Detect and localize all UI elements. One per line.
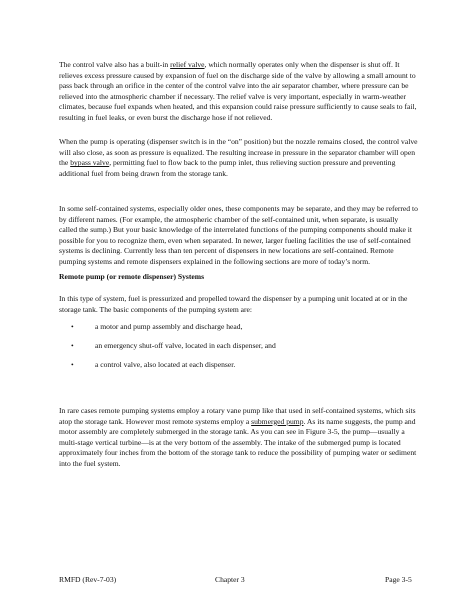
footer-revision: RMFD (Rev-7-03) [59, 575, 117, 584]
paragraph-text: . As its name suggests, the pump and motor assembly are completely submerged in the storage tank. As you can see in Figure 3-5, the pump—usually a multi-stage vertical turbine—is at the very bottom of the assembly. The intake of the submerged pump is located approximately four inches from the bottom of the storage tank to reduce the possibility of pumping water or sediment into the fuel system. [59, 416, 417, 468]
list-item [59, 341, 418, 352]
term-relief-valve: relief valve [170, 60, 205, 69]
bullet-glyph: • [71, 360, 74, 370]
term-submerged-pump: submerged pump [251, 416, 304, 426]
list-item [59, 322, 418, 333]
paragraph-text: The control valve also has a built-in [59, 60, 171, 69]
list-item-text: a control valve, also located at each dispenser. [95, 360, 236, 370]
paragraph-bypass-valve [59, 137, 418, 179]
list-item-text: a motor and pump assembly and discharge head, [95, 322, 243, 331]
paragraph-text: , permitting fuel to flow back to the pump inlet, thus relieving suction pressure and preventing additional fuel from being drawn from the storage tank. [59, 158, 396, 178]
footer-chapter: Chapter 3 [215, 575, 245, 584]
paragraph-text: , which normally operates only when the dispenser is shut off. It relieves excess pressure caused by expansion of fuel on the discharge side of the valve by allowing a small amount to pass back through an orifice in the center of the control valve into the air separator chamber, where pressure can be relieved into the atmospheric chamber if necessary. The relief valve is very important, especially in warm-weather climates, because fuel expands when heated, and this expansion could raise pressure sufficiently to cause seals to fail, resulting in fuel leaks, or even burst the discharge hose if not relieved. [59, 60, 417, 122]
list-item-text: an emergency shut-off valve, located in each dispenser, and [95, 341, 276, 351]
paragraph-remote-intro: In this type of system, fuel is pressurized and propelled toward the dispenser by a pumping unit located at or in the storage tank. The basic components of the pumping system are: [59, 294, 408, 314]
section-heading: Remote pump (or remote dispenser) Systems [59, 272, 205, 281]
paragraph-submerged-pump [59, 406, 418, 470]
footer-page-number: Page 3-5 [385, 575, 412, 584]
paragraph-self-contained: In some self-contained systems, especially older ones, these components may be separate, and they may be referred to by different names. (For example, the atmospheric chamber of the self-contained unit, when separate, is usually called the sump.) But your basic knowledge of the interrelated functions of the pumping components should make it possible for you to recognize them, even when separated. In newer, larger fueling facilities the use of self-contained systems is declining. Currently less than ten percent of dispensers in new locations are self-contained. Remote pumping systems and remote dispensers explained in the following sections are more of today’s norm. [59, 204, 418, 266]
paragraph-text: In rare cases remote pumping systems employ a rotary vane pump like that used in self-contained systems, which sits atop the storage tank. However most remote systems employ a [59, 406, 416, 426]
bullet-glyph: • [71, 322, 74, 331]
component-list [59, 322, 418, 380]
paragraph-text: When the pump is operating (dispenser switch is in the “on” position) but the nozzle remains closed, the control valve will also close, as soon as pressure is equalized. The resulting increase in pressure in the separator chamber will open the [59, 137, 418, 168]
bullet-glyph: • [71, 341, 74, 351]
term-bypass-valve: bypass valve [70, 158, 110, 168]
list-item [59, 360, 418, 371]
paragraph-relief-valve [59, 60, 418, 124]
